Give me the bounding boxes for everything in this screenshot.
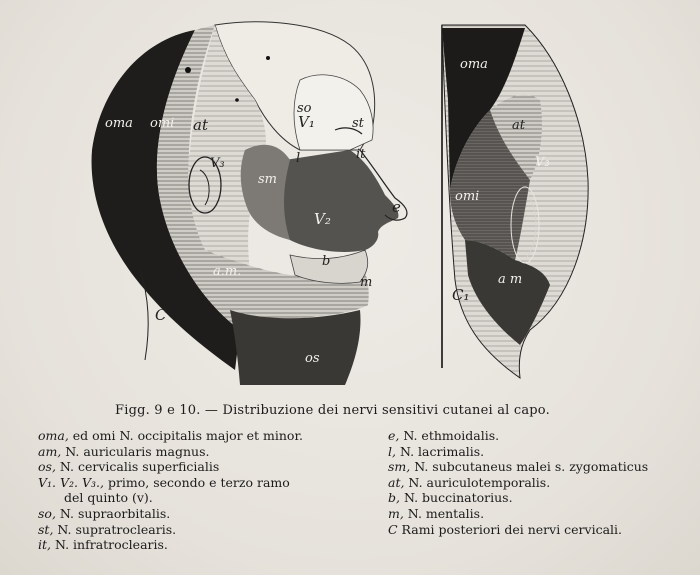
label-v3: V₃ xyxy=(210,156,225,171)
label-c: C xyxy=(155,306,167,324)
label-v2: V₂ xyxy=(314,210,331,228)
label-so: so xyxy=(297,101,312,116)
legend-right-column xyxy=(388,428,688,537)
legend-item: b, N. buccinatorius. xyxy=(388,490,513,506)
fig10-label-c: C₁ xyxy=(452,286,470,304)
figure-9-head xyxy=(92,22,407,385)
figure-10-head xyxy=(442,25,588,378)
label-at: at xyxy=(193,116,208,134)
label-it: it xyxy=(356,147,366,162)
legend-item: am, N. auricularis magnus. xyxy=(38,443,210,459)
legend-item: l, N. lacrimalis. xyxy=(388,443,485,459)
legend-item: del quinto (v). xyxy=(64,490,153,506)
label-e: e xyxy=(392,198,401,216)
label-os: os xyxy=(305,351,320,366)
legend-item: m, N. mentalis. xyxy=(388,505,485,521)
legend-item: sm, N. subcutaneus malei s. zygomaticus xyxy=(388,459,649,475)
fig10-label-oma: oma xyxy=(460,57,488,72)
label-m: m xyxy=(360,275,373,290)
label-sm: sm xyxy=(258,172,277,187)
legend-item: V₁. V₂. V₃., primo, secondo e terzo ramo xyxy=(38,474,290,490)
fig10-label-omi: omi xyxy=(455,189,480,204)
legend-left-column xyxy=(38,428,358,553)
legend-item: C Rami posteriori dei nervi cervicali. xyxy=(388,521,623,537)
label-st: st xyxy=(352,116,364,131)
fig10-label-v3: V₃ xyxy=(535,155,550,170)
label-v1: V₁ xyxy=(298,113,315,131)
label-oma: oma xyxy=(105,116,133,131)
legend-item: so, N. supraorbitalis. xyxy=(38,505,171,521)
region-os xyxy=(230,310,360,385)
fig10-label-am: a m xyxy=(498,272,523,287)
label-am: a.m. xyxy=(213,264,242,279)
legend-item: at, N. auriculotemporalis. xyxy=(388,474,551,490)
label-omi: omi xyxy=(150,116,175,131)
legend-item: e, N. ethmoidalis. xyxy=(388,428,500,443)
label-b: b xyxy=(322,254,331,269)
label-l: l xyxy=(296,151,301,166)
figure-caption: Figg. 9 e 10. — Distribuzione dei nervi sensitivi cutanei al capo. xyxy=(115,403,550,418)
fig10-label-at: at xyxy=(512,118,525,133)
legend-item: st, N. supratroclearis. xyxy=(38,521,177,537)
legend-item: oma, ed omi N. occipitalis major et minor. xyxy=(38,428,304,443)
legend-item: it, N. infratroclearis. xyxy=(38,537,168,553)
legend-item: os, N. cervicalis superficialis xyxy=(38,459,220,475)
